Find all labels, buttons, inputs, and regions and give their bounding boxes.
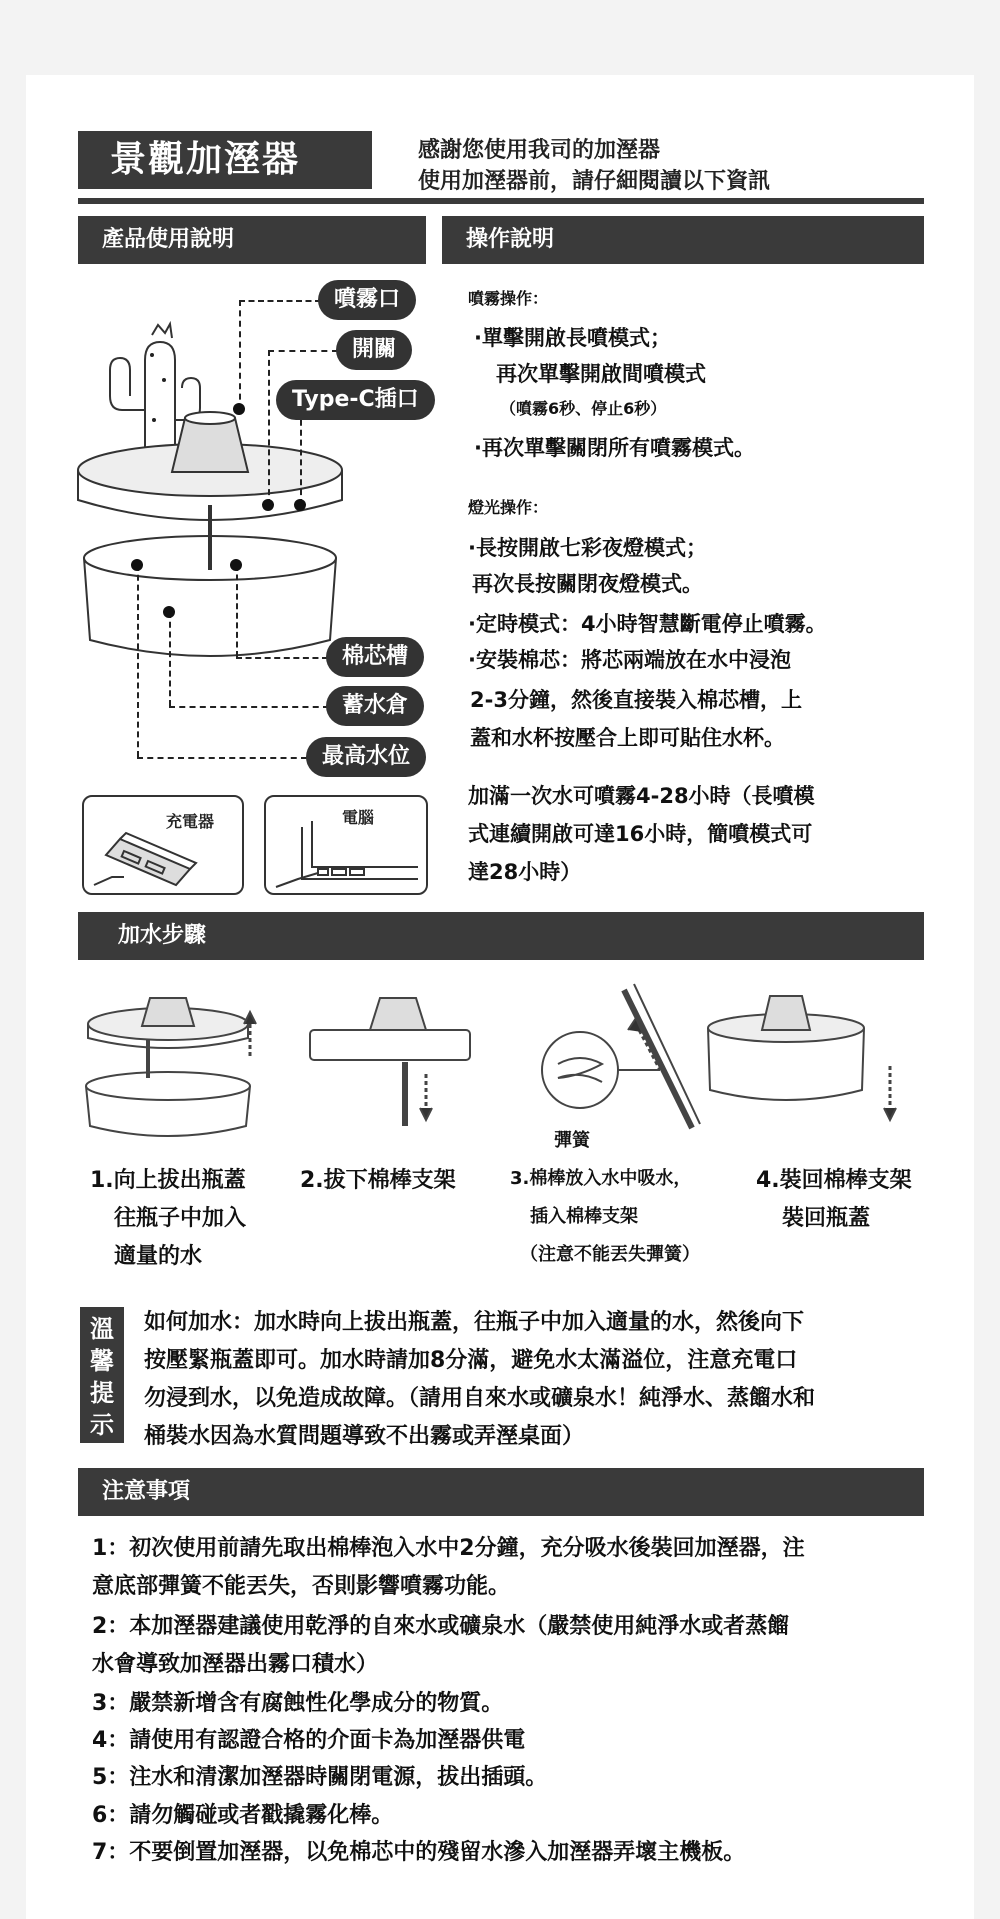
fill-time-1: 加滿一次水可噴霧4-28小時（長噴模 xyxy=(468,784,815,808)
typec-dot xyxy=(294,499,306,511)
light-op-title: 燈光操作： xyxy=(468,498,549,517)
charger-icon xyxy=(90,819,240,893)
steps-illustrations xyxy=(80,978,930,1153)
step-4-line-2: 裝回瓶蓋 xyxy=(782,1206,871,1231)
spring-label: 彈簧 xyxy=(554,1130,590,1151)
mist-dot xyxy=(233,403,245,415)
leader-cotton xyxy=(236,657,328,659)
label-max-water: 最高水位 xyxy=(306,737,426,777)
leader-tank-v xyxy=(169,612,171,706)
warm-tips-char-2: 馨 xyxy=(90,1347,114,1375)
leader-max-v xyxy=(137,565,139,757)
max-dot xyxy=(131,559,143,571)
leader-switch xyxy=(268,350,338,352)
leader-mist xyxy=(239,300,321,302)
leader-cotton-v xyxy=(236,565,238,657)
note-1-line-1: 1：初次使用前請先取出棉棒泡入水中2分鐘，充分吸水後裝回加溼器，注 xyxy=(92,1536,805,1561)
tips-line-1: 如何加水：加水時向上拔出瓶蓋，往瓶子中加入適量的水，然後向下 xyxy=(144,1310,805,1335)
warm-tips-char-4: 示 xyxy=(90,1411,114,1439)
warm-tips-char-3: 提 xyxy=(90,1379,114,1407)
step-3-line-1: 3.棉棒放入水中吸水， xyxy=(510,1168,692,1189)
humidifier-diagram xyxy=(70,300,360,670)
mist-op-2: 再次單擊開啟間噴模式 xyxy=(496,362,706,386)
label-switch: 開關 xyxy=(336,330,412,370)
brand-title: 景觀加溼器 xyxy=(78,131,372,189)
step-3-line-3: （注意不能丟失彈簧） xyxy=(520,1244,700,1265)
light-op-5: 2-3分鐘，然後直接裝入棉芯槽，上 xyxy=(470,688,802,712)
fill-time-2: 式連續開啟可達16小時，簡噴模式可 xyxy=(468,822,813,846)
note-2-line-1: 2：本加溼器建議使用乾淨的自來水或礦泉水（嚴禁使用純淨水或者蒸餾 xyxy=(92,1614,790,1639)
cotton-dot xyxy=(230,559,242,571)
step-1-line-1: 1.向上拔出瓶蓋 xyxy=(90,1168,246,1193)
note-5: 5：注水和清潔加溼器時關閉電源，拔出插頭。 xyxy=(92,1765,548,1790)
leader-mist-v xyxy=(239,300,241,410)
note-3: 3：嚴禁新增含有腐蝕性化學成分的物質。 xyxy=(92,1691,504,1716)
leader-max xyxy=(137,757,307,759)
warm-tips-badge xyxy=(80,1307,124,1443)
step-3-line-2: 插入棉棒支架 xyxy=(530,1206,638,1227)
intro-line-1: 感謝您使用我司的加溼器 xyxy=(418,138,661,163)
charger-panel xyxy=(82,795,244,895)
computer-panel xyxy=(264,795,428,895)
light-op-2: 再次長按關閉夜燈模式。 xyxy=(472,572,703,596)
note-6: 6：請勿觸碰或者戳撬霧化棒。 xyxy=(92,1803,394,1828)
step-1-line-3: 適量的水 xyxy=(114,1244,203,1269)
mist-op-1: ·單擊開啟長噴模式； xyxy=(474,326,671,350)
mist-op-3: （噴霧6秒、停止6秒） xyxy=(500,399,667,418)
note-7: 7：不要倒置加溼器，以免棉芯中的殘留水滲入加溼器弄壞主機板。 xyxy=(92,1840,746,1865)
label-mist-outlet: 噴霧口 xyxy=(318,280,416,320)
intro-line-2: 使用加溼器前，請仔細閱讀以下資訊 xyxy=(418,169,771,194)
steps-section-title: 加水步驟 xyxy=(78,912,924,960)
label-typec-port: Type-C插口 xyxy=(276,380,435,420)
usage-section-title: 產品使用說明 xyxy=(78,216,426,264)
tips-line-4: 桶裝水因為水質問題導致不出霧或弄溼桌面） xyxy=(144,1424,585,1449)
mist-op-4: ·再次單擊關閉所有噴霧模式。 xyxy=(474,436,755,460)
step-4-line-1: 4.裝回棉棒支架 xyxy=(756,1168,912,1193)
note-2-line-2: 水會導致加溼器出霧口積水） xyxy=(92,1652,379,1677)
tips-line-2: 按壓緊瓶蓋即可。加水時請加8分滿，避免水太滿溢位，注意充電口 xyxy=(144,1348,798,1373)
charger-label: 充電器 xyxy=(166,812,215,831)
leader-switch-v xyxy=(268,350,270,505)
light-op-3: ·定時模式：4小時智慧斷電停止噴霧。 xyxy=(468,612,827,636)
step-1-line-2: 往瓶子中加入 xyxy=(114,1206,247,1231)
tips-line-3: 勿浸到水，以免造成故障。（請用自來水或礦泉水！純淨水、蒸餾水和 xyxy=(144,1386,816,1411)
note-4: 4：請使用有認證合格的介面卡為加溼器供電 xyxy=(92,1728,526,1753)
light-op-4: ·安裝棉芯：將芯兩端放在水中浸泡 xyxy=(468,648,791,672)
computer-label: 電腦 xyxy=(342,808,375,827)
leader-tank xyxy=(169,706,329,708)
step-2-line-1: 2.拔下棉棒支架 xyxy=(300,1168,456,1193)
note-1-line-2: 意底部彈簧不能丟失，否則影響噴霧功能。 xyxy=(92,1574,511,1599)
notes-section-title: 注意事項 xyxy=(78,1468,924,1516)
light-op-1: ·長按開啟七彩夜燈模式； xyxy=(468,536,707,560)
mist-op-title: 噴霧操作： xyxy=(468,289,549,308)
label-cotton-slot: 棉芯槽 xyxy=(326,637,424,677)
tank-dot xyxy=(163,606,175,618)
operation-section-title: 操作說明 xyxy=(442,216,924,264)
fill-time-3: 達28小時） xyxy=(468,860,582,884)
switch-dot xyxy=(262,499,274,511)
label-water-tank: 蓄水倉 xyxy=(326,686,424,726)
warm-tips-char-1: 溫 xyxy=(90,1315,114,1343)
computer-icon xyxy=(272,817,422,893)
header-rule xyxy=(78,198,924,204)
light-op-6: 蓋和水杯按壓合上即可貼住水杯。 xyxy=(470,726,785,750)
